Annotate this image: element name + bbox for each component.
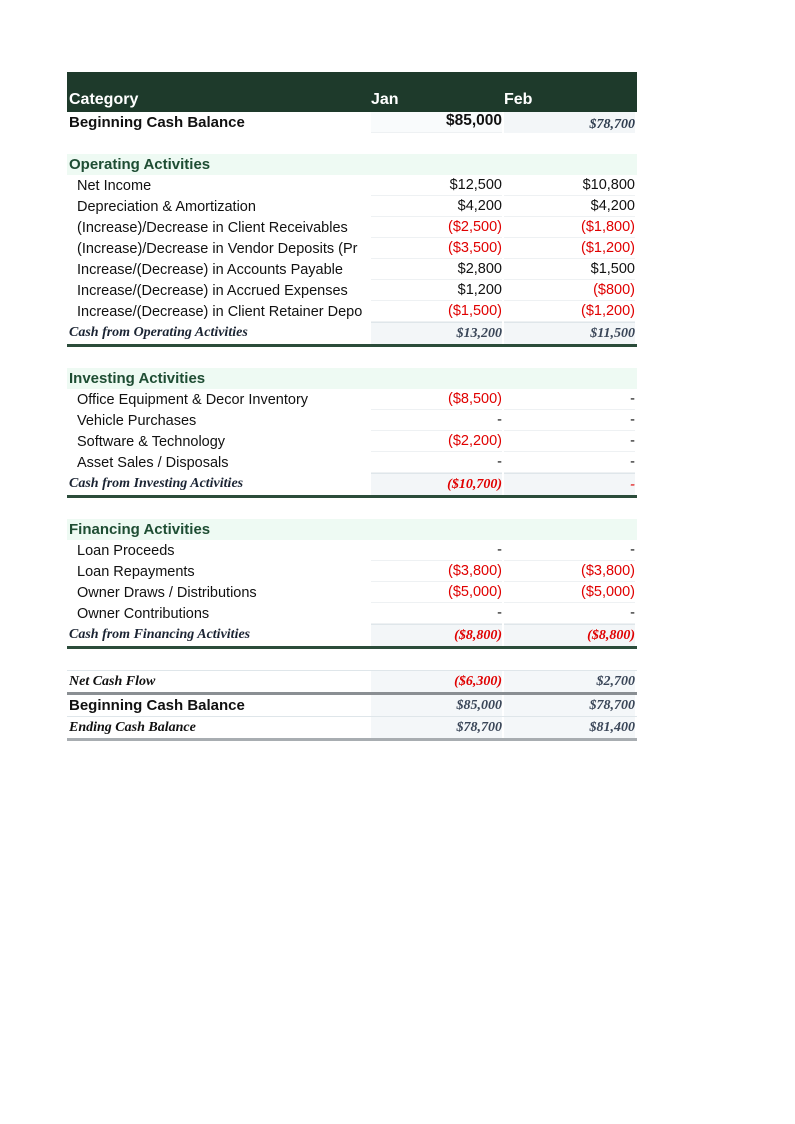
feb-value: ($1,200) xyxy=(504,301,635,322)
feb-value: ($800) xyxy=(504,280,635,301)
jan-value: $85,000 xyxy=(371,695,502,716)
table-row xyxy=(67,603,637,624)
table-row xyxy=(67,175,637,196)
feb-value: $10,800 xyxy=(504,175,635,196)
row-label: Increase/(Decrease) in Accrued Expenses xyxy=(77,282,348,299)
table-row xyxy=(67,238,637,259)
jan-value: ($10,700) xyxy=(371,473,502,495)
row-label: Cash from Investing Activities xyxy=(69,476,244,491)
table-row xyxy=(67,540,637,561)
feb-value: - xyxy=(504,410,635,431)
section-title: Investing Activities xyxy=(69,370,206,387)
feb-value: ($1,200) xyxy=(504,238,635,259)
row-label: Ending Cash Balance xyxy=(69,719,196,735)
table-row xyxy=(67,196,637,217)
row-label: Loan Repayments xyxy=(77,563,195,580)
spacer-row xyxy=(67,347,637,368)
jan-value: ($3,500) xyxy=(371,238,502,259)
feb-value: $4,200 xyxy=(504,196,635,217)
feb-value: ($8,800) xyxy=(504,624,635,646)
row-label: Net Cash Flow xyxy=(69,673,156,689)
table-row xyxy=(67,217,637,238)
feb-value: $81,400 xyxy=(504,717,635,738)
jan-value: ($1,500) xyxy=(371,301,502,322)
jan-value: - xyxy=(371,603,502,624)
ending-balance-row xyxy=(67,717,637,741)
jan-value: - xyxy=(371,452,502,473)
table-row xyxy=(67,410,637,431)
header-jan: Jan xyxy=(371,91,399,108)
row-label: Software & Technology xyxy=(77,433,226,450)
row-label: Office Equipment & Decor Inventory xyxy=(77,391,309,408)
feb-value: - xyxy=(504,389,635,410)
row-label: Owner Draws / Distributions xyxy=(77,584,257,601)
table-row xyxy=(67,452,637,473)
row-label: Cash from Financing Activities xyxy=(69,627,251,642)
row-label: Depreciation & Amortization xyxy=(77,198,256,215)
summary-beginning-balance-row xyxy=(67,695,637,717)
feb-value: - xyxy=(504,431,635,452)
jan-value: $4,200 xyxy=(371,196,502,217)
header-row xyxy=(67,72,637,112)
spacer-row xyxy=(67,498,637,519)
jan-value: ($8,800) xyxy=(371,624,502,646)
section-header-operating xyxy=(67,154,637,175)
row-label: Increase/(Decrease) in Client Retainer Depo xyxy=(77,303,363,320)
feb-value: $78,700 xyxy=(504,695,635,716)
jan-value: $1,200 xyxy=(371,280,502,301)
feb-value: - xyxy=(504,452,635,473)
table-row xyxy=(67,301,637,322)
header-category: Category xyxy=(69,91,139,108)
table-row xyxy=(67,389,637,410)
row-label: Asset Sales / Disposals xyxy=(77,454,229,471)
feb-value: - xyxy=(504,540,635,561)
spacer-row xyxy=(67,649,637,670)
jan-value: ($8,500) xyxy=(371,389,502,410)
header-feb: Feb xyxy=(504,91,533,108)
jan-value: $13,200 xyxy=(371,322,502,344)
beginning-balance-row xyxy=(67,112,637,133)
feb-value: ($3,800) xyxy=(504,561,635,582)
row-label: Vehicle Purchases xyxy=(77,412,197,429)
feb-value: - xyxy=(504,473,635,495)
table-row xyxy=(67,280,637,301)
jan-value: ($3,800) xyxy=(371,561,502,582)
table-row xyxy=(67,259,637,280)
jan-value: $12,500 xyxy=(371,175,502,196)
row-label: Beginning Cash Balance xyxy=(69,697,245,714)
feb-value: ($5,000) xyxy=(504,582,635,603)
net-cash-flow-row xyxy=(67,670,637,695)
jan-value: ($6,300) xyxy=(371,671,502,692)
table-row xyxy=(67,582,637,603)
jan-value: ($2,200) xyxy=(371,431,502,452)
table-row xyxy=(67,561,637,582)
subtotal-financing xyxy=(67,624,637,649)
row-label: Owner Contributions xyxy=(77,605,210,622)
subtotal-operating xyxy=(67,322,637,347)
row-label: Net Income xyxy=(77,177,152,194)
feb-value: - xyxy=(504,603,635,624)
feb-value: $11,500 xyxy=(504,322,635,344)
feb-value: ($1,800) xyxy=(504,217,635,238)
feb-value: $78,700 xyxy=(504,112,635,133)
jan-value: $85,000 xyxy=(371,112,502,133)
section-header-financing xyxy=(67,519,637,540)
jan-value: - xyxy=(371,540,502,561)
jan-value: $2,800 xyxy=(371,259,502,280)
row-label: Beginning Cash Balance xyxy=(69,114,245,131)
section-header-investing xyxy=(67,368,637,389)
spacer-row xyxy=(67,133,637,154)
section-title: Financing Activities xyxy=(69,521,211,538)
row-label: Loan Proceeds xyxy=(77,542,175,559)
feb-value: $1,500 xyxy=(504,259,635,280)
subtotal-investing xyxy=(67,473,637,498)
row-label: (Increase)/Decrease in Vendor Deposits (Pr xyxy=(77,240,358,257)
cash-flow-sheet xyxy=(67,72,637,741)
section-title: Operating Activities xyxy=(69,156,211,173)
jan-value: ($2,500) xyxy=(371,217,502,238)
jan-value: - xyxy=(371,410,502,431)
row-label: Cash from Operating Activities xyxy=(69,325,248,340)
jan-value: $78,700 xyxy=(371,717,502,738)
row-label: (Increase)/Decrease in Client Receivables xyxy=(77,219,348,236)
row-label: Increase/(Decrease) in Accounts Payable xyxy=(77,261,343,278)
jan-value: ($5,000) xyxy=(371,582,502,603)
table-row xyxy=(67,431,637,452)
feb-value: $2,700 xyxy=(504,671,635,692)
